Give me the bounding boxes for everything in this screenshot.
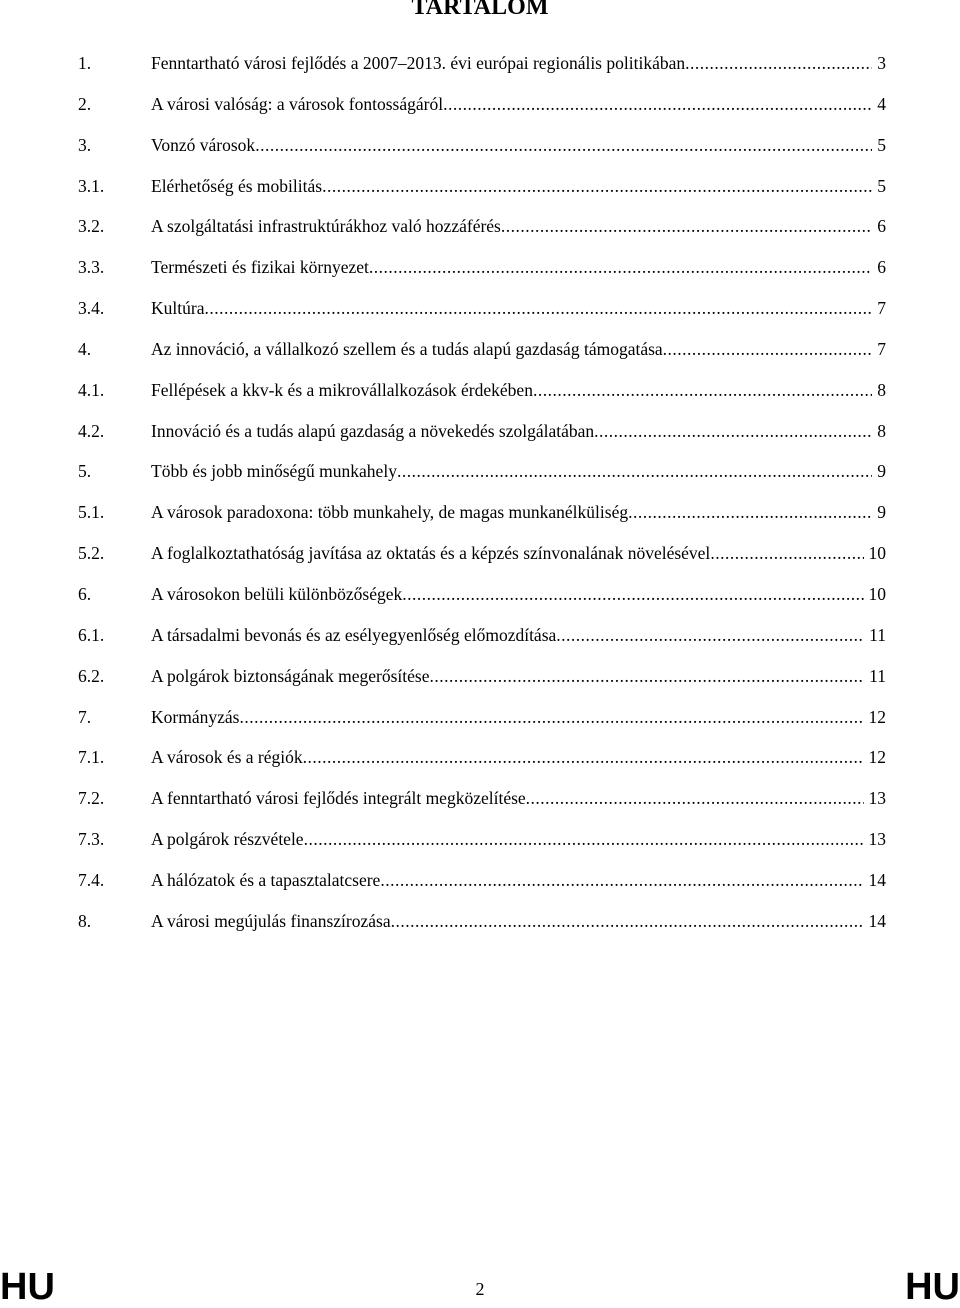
toc-entry-page: 8: [877, 420, 886, 441]
toc-dot-leader: [685, 43, 872, 84]
toc-entry[interactable]: [78, 43, 886, 84]
toc-entry-title: A társadalmi bevonás és az esélyegyenlőség előmozdítása: [151, 624, 557, 645]
toc-entry-number: 8.: [78, 910, 92, 931]
toc-entry-page: 5: [877, 134, 886, 155]
toc-entry-title: A fenntartható városi fejlődés integrált megközelítése: [151, 788, 526, 809]
toc-dot-leader: [369, 247, 872, 288]
toc-dot-leader: [391, 901, 864, 942]
toc-entry[interactable]: [78, 737, 886, 778]
toc-entry-number: 3.1.: [78, 175, 105, 196]
toc-entry-page: 14: [868, 910, 886, 931]
toc-entry-page: 12: [868, 706, 886, 727]
toc-entry[interactable]: [78, 125, 886, 166]
toc-entry-page: 11: [869, 665, 886, 686]
toc-entry-title: Kultúra: [151, 298, 205, 319]
toc-entry-number: 3.2.: [78, 216, 105, 237]
toc-dot-leader: [501, 206, 872, 247]
toc-entry-number: 3.: [78, 134, 92, 155]
toc-entry-page: 8: [877, 379, 886, 400]
toc-entry-page: 11: [869, 624, 886, 645]
toc-dot-leader: [204, 288, 872, 329]
toc-dot-leader: [304, 819, 864, 860]
toc-entry-number: 3.4.: [78, 298, 105, 319]
toc-entry-page: 14: [868, 869, 886, 890]
toc-entry[interactable]: [78, 329, 886, 370]
toc-entry-page: 13: [868, 788, 886, 809]
toc-entry-number: 7.3.: [78, 829, 105, 850]
toc-entry[interactable]: [78, 819, 886, 860]
toc-entry-number: 5.2.: [78, 543, 105, 564]
toc-entry-title: A városi valóság: a városok fontosságáról: [151, 93, 444, 114]
toc-dot-leader: [397, 451, 872, 492]
toc-entry[interactable]: [78, 84, 886, 125]
toc-entry-number: 6.2.: [78, 665, 105, 686]
toc-entry-page: 10: [868, 543, 886, 564]
toc-entry-title: A szolgáltatási infrastruktúrákhoz való hozzáférés: [151, 216, 501, 237]
toc-dot-leader: [255, 125, 872, 166]
toc-entry[interactable]: [78, 656, 886, 697]
toc-entry-number: 7.4.: [78, 869, 105, 890]
toc-entry-title: Fenntartható városi fejlődés a 2007–2013. évi európai regionális politikában: [151, 53, 686, 73]
toc-entry-number: 5.1.: [78, 502, 105, 523]
toc-entry-number: 1.: [78, 53, 92, 73]
toc-entry-number: 7.1.: [78, 747, 105, 768]
toc-entry[interactable]: [78, 615, 886, 656]
toc-entry[interactable]: [78, 574, 886, 615]
page-number: 2: [475, 1279, 485, 1299]
table-of-contents: [78, 43, 886, 942]
page-title: TARTALOM: [411, 0, 549, 20]
toc-entry-number: 6.: [78, 583, 92, 604]
toc-dot-leader: [663, 329, 873, 370]
toc-entry-title: Innováció és a tudás alapú gazdaság a növekedés szolgálatában: [151, 420, 595, 441]
toc-entry[interactable]: [78, 492, 886, 533]
toc-entry-page: 10: [868, 583, 886, 604]
toc-entry-page: 4: [877, 93, 886, 114]
toc-entry-title: A polgárok biztonságának megerősítése: [151, 665, 430, 686]
toc-entry[interactable]: [78, 370, 886, 411]
toc-entry-title: A hálózatok és a tapasztalatcsere: [151, 869, 381, 890]
toc-entry[interactable]: [78, 247, 886, 288]
toc-dot-leader: [402, 574, 863, 615]
toc-entry-title: A városok paradoxona: több munkahely, de magas munkanélküliség: [151, 502, 629, 523]
toc-entry-title: Az innováció, a vállalkozó szellem és a tudás alapú gazdaság támogatása: [151, 338, 663, 359]
toc-entry-page: 13: [868, 829, 886, 850]
toc-entry-title: A városokon belüli különbözőségek: [151, 583, 403, 604]
toc-dot-leader: [239, 697, 863, 738]
toc-dot-leader: [533, 370, 872, 411]
toc-entry[interactable]: [78, 778, 886, 819]
toc-entry-title: Természeti és fizikai környezet: [151, 257, 369, 278]
toc-entry-page: 6: [877, 216, 886, 237]
toc-entry-page: 9: [877, 502, 886, 523]
toc-entry[interactable]: [78, 166, 886, 207]
toc-entry-number: 4.2.: [78, 420, 105, 441]
toc-entry-title: A városi megújulás finanszírozása: [151, 910, 391, 931]
toc-entry-page: 12: [868, 747, 886, 768]
toc-dot-leader: [628, 492, 872, 533]
toc-dot-leader: [303, 737, 864, 778]
toc-entry-page: 5: [877, 175, 886, 196]
footer-language-right: HU: [905, 1266, 960, 1308]
toc-entry-number: 6.1.: [78, 624, 105, 645]
toc-entry-title: A foglalkoztathatóság javítása az oktatás és a képzés színvonalának növelésével: [151, 543, 711, 564]
toc-entry-title: Kormányzás: [151, 706, 240, 727]
toc-entry[interactable]: [78, 451, 886, 492]
toc-entry[interactable]: [78, 411, 886, 452]
toc-entry[interactable]: [78, 533, 886, 574]
toc-entry-number: 2.: [78, 93, 92, 114]
toc-entry-page: 7: [877, 298, 886, 319]
toc-dot-leader: [556, 615, 864, 656]
toc-entry[interactable]: [78, 288, 886, 329]
toc-entry-number: 3.3.: [78, 257, 105, 278]
toc-entry-number: 4.: [78, 338, 92, 359]
toc-entry-number: 5.: [78, 461, 92, 482]
toc-entry-title: A városok és a régiók: [151, 747, 303, 768]
toc-entry-title: Fellépések a kkv-k és a mikrovállalkozások érdekében: [151, 379, 533, 400]
toc-dot-leader: [429, 656, 864, 697]
toc-entry-number: 7.2.: [78, 788, 105, 809]
footer-language-left: HU: [0, 1266, 55, 1308]
toc-dot-leader: [322, 166, 872, 207]
toc-dot-leader: [380, 860, 863, 901]
toc-entry-page: 3: [877, 53, 886, 73]
toc-entry-number: 7.: [78, 706, 92, 727]
toc-entry-title: Elérhetőség és mobilitás: [151, 175, 323, 196]
toc-entry[interactable]: [78, 206, 886, 247]
toc-dot-leader: [594, 411, 872, 452]
toc-dot-leader: [443, 84, 872, 125]
toc-entry[interactable]: [78, 860, 886, 901]
toc-entry-title: Több és jobb minőségű munkahely: [151, 461, 397, 482]
toc-entry-number: 4.1.: [78, 379, 105, 400]
toc-entry-title: A polgárok részvétele: [151, 829, 304, 850]
toc-entry[interactable]: [78, 697, 886, 738]
toc-dot-leader: [526, 778, 864, 819]
toc-entry-page: 9: [877, 461, 886, 482]
toc-entry-page: 7: [877, 338, 886, 359]
toc-entry[interactable]: [78, 901, 886, 942]
toc-dot-leader: [710, 533, 863, 574]
toc-entry-page: 6: [877, 257, 886, 278]
toc-entry-title: Vonzó városok: [151, 134, 256, 155]
